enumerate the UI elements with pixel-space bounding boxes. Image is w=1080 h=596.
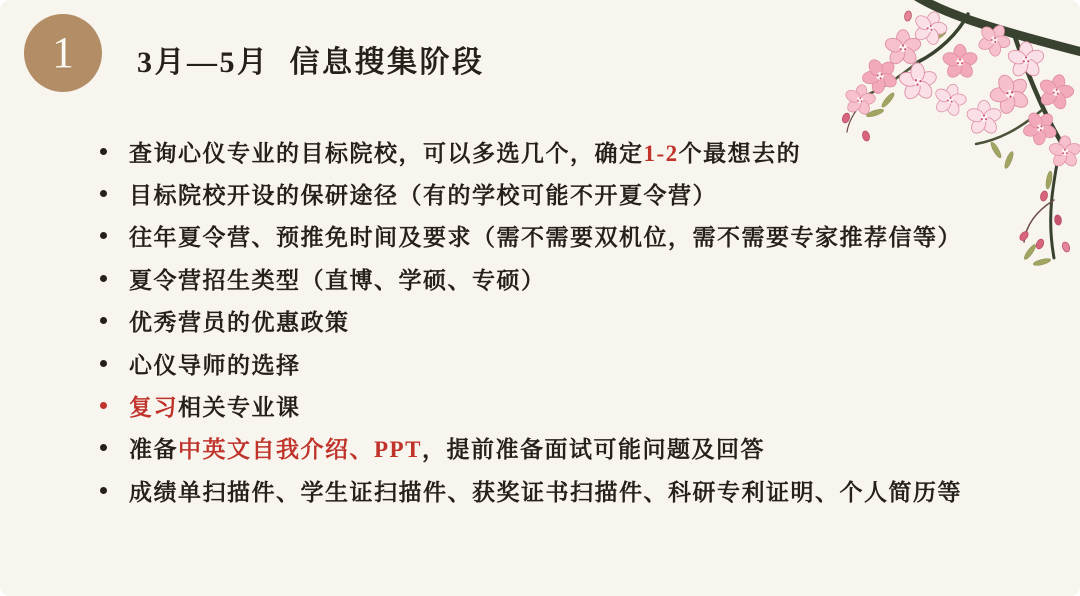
bullet-marker <box>100 190 107 197</box>
bullet-text-segment: 夏令营招生类型（直博、学硕、专硕） <box>129 267 546 293</box>
list-item <box>100 384 1050 426</box>
list-item <box>100 300 1050 342</box>
bullet-text <box>129 389 301 422</box>
bullet-marker <box>100 444 107 451</box>
bullet-text-segment: 个最想去的 <box>678 140 802 166</box>
list-item <box>100 130 1050 172</box>
bullet-marker <box>100 148 107 155</box>
step-number: 1 <box>52 28 74 77</box>
bullet-marker <box>100 360 107 367</box>
bullet-text-segment: 心仪导师的选择 <box>129 352 301 378</box>
bullet-text <box>129 262 546 295</box>
slide-title: 3月—5月 信息搜集阶段 <box>137 46 485 79</box>
bullet-marker <box>100 487 107 494</box>
list-item <box>100 427 1050 469</box>
bullet-text-segment: 往年夏令营、预推免时间及要求（需不需要双机位，需不需要专家推荐信等） <box>129 225 962 251</box>
bullet-text-segment: 目标院校开设的保研途径（有的学校可能不开夏令营） <box>129 183 717 209</box>
bullet-text <box>129 431 765 464</box>
list-item <box>100 469 1050 511</box>
bullet-marker <box>100 275 107 282</box>
bullet-text <box>129 347 301 380</box>
bullet-text-segment: 查询心仪专业的目标院校，可以多选几个，确定 <box>129 140 644 166</box>
bullet-text-segment: ，提前准备面试可能问题及回答 <box>421 437 765 463</box>
bullet-text-segment: 相关专业课 <box>178 395 301 421</box>
list-item <box>100 172 1050 214</box>
list-item <box>100 215 1050 257</box>
bullet-text-segment: 1-2 <box>643 140 679 166</box>
bullet-text-segment: 成绩单扫描件、学生证扫描件、获奖证书扫描件、科研专利证明、个人简历等 <box>129 479 962 505</box>
bullet-text-segment: 优秀营员的优惠政策 <box>129 310 350 336</box>
list-item <box>100 257 1050 299</box>
bullet-text-segment: 复习 <box>129 395 178 421</box>
bullet-marker <box>100 317 107 324</box>
bullet-list <box>100 130 1050 512</box>
list-item <box>100 342 1050 384</box>
bullet-text <box>129 304 350 337</box>
bullet-text <box>129 177 717 210</box>
bullet-text-segment: 准备 <box>129 437 178 463</box>
bullet-text <box>129 474 962 507</box>
bullet-text <box>129 219 962 252</box>
bullet-marker <box>100 232 107 239</box>
bullet-marker <box>100 402 107 409</box>
bullet-text <box>129 135 801 168</box>
step-number-badge <box>24 14 102 92</box>
bullet-text-segment: 中英文自我介绍、PPT <box>178 437 422 463</box>
